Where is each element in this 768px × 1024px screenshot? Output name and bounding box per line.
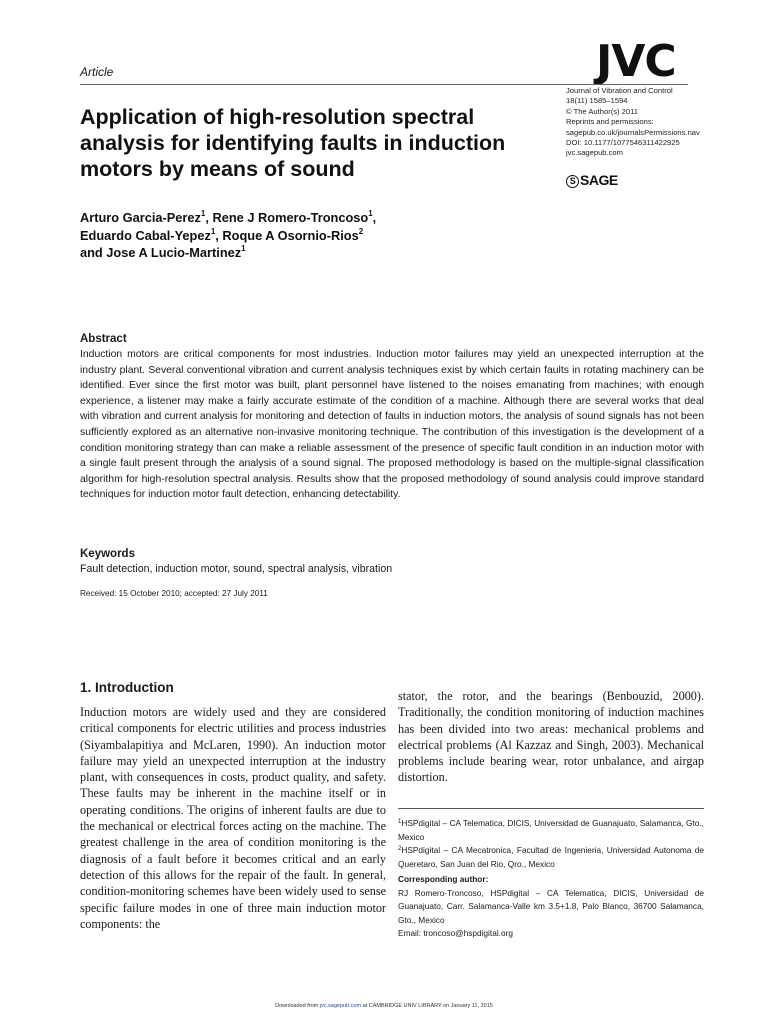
journal-volume: 18(11) 1585–1594 bbox=[566, 96, 628, 106]
affiliation-mark: 1 bbox=[368, 209, 373, 218]
affiliation-2: $^2$HSPdigital – CA Mecatronica, Facultad de Ingenieria, Universidad Autonoma de Queretaro, San Juan del Rio, Qro., Mexico bbox=[398, 845, 704, 869]
copyright: © The Author(s) 2011 bbox=[566, 106, 639, 116]
introduction-left-column: Induction motors are widely used and they are considered critical components for electric utilities and process industries (Siyambalapitiya and McLaren, 1990). An induction motor failure may yield an unexpected interruption at the industry plant, with consequences in costs, product quality, and safety. These faults may be inherent in the machine itself or in operating conditions. The origins of inherent faults are due to the mechanical or electrical forces acting on the machine. The greatest challenge in the area of condition monitoring is the diagnosis of a fault before it becomes critical and an early detection of this allows for the repair of the fault. In general, condition-monitoring schemes have been widely used to sense specific failure modes in one of three main induction motor components: the bbox=[80, 705, 386, 931]
author-name: Roque A Osornio-Rios bbox=[222, 227, 359, 243]
sage-mark-icon: S bbox=[566, 175, 579, 188]
permissions-link[interactable]: sagepub.co.uk/journalsPermissions.nav bbox=[566, 127, 700, 137]
introduction-right-column: stator, the rotor, and the bearings (Benbouzid, 2000). Traditionally, the condition monitoring of induction machines has been divided into two areas: mechanical problems and electrical problems (Al Kazzaz and Singh, 2003). Mechanical problems include bearing wear, rotor unbalance, and airgap distortion. bbox=[398, 689, 704, 785]
header-divider bbox=[80, 84, 688, 85]
corresponding-author-address: RJ Romero-Troncoso, HSPdigital – CA Telematica, DICIS, Universidad de Guanajuato, Carr. Salamanca-Valle km 3.5+1.8, Palo Blanco, 36700 Salamanca, Gto., Mexico bbox=[398, 887, 704, 925]
affiliation-mark: 1 bbox=[241, 244, 246, 253]
received-dates: Received: 15 October 2010; accepted: 27 July 2011 bbox=[80, 589, 268, 598]
author-list: Arturo Garcia-Perez$^1$, Rene J Romero-Troncoso$^1$, Eduardo Cabal-Yepez$^1$, Roque A Osornio-Rios$^2$ and Jose A Lucio-Martinez$^1$ bbox=[80, 209, 377, 260]
doi[interactable]: DOI: 10.1177/1077546311422925 bbox=[566, 138, 680, 148]
affiliation-mark: 1 bbox=[200, 209, 206, 218]
corresponding-author-email[interactable]: Email: troncoso@hspdigital.org bbox=[398, 928, 513, 938]
affiliation-mark: 2 bbox=[358, 226, 364, 236]
author-name: and Jose A Lucio-Martinez bbox=[80, 245, 242, 260]
keywords-heading: Keywords bbox=[80, 548, 135, 560]
section-heading-introduction: 1. Introduction bbox=[80, 680, 174, 695]
author-name: Eduardo Cabal-Yepez bbox=[80, 227, 211, 243]
footnotes bbox=[398, 817, 704, 941]
article-title: Application of high-resolution spectral analysis for identifying faults in induction motors by means of sound bbox=[80, 105, 506, 181]
journal-url[interactable]: jvc.sagepub.com bbox=[566, 148, 623, 158]
journal-logo: JVC bbox=[596, 36, 676, 87]
corresponding-author-heading: Corresponding author: bbox=[398, 874, 489, 884]
affiliation-1: $^1$HSPdigital – CA Telematica, DICIS, Universidad de Guanajuato, Salamanca, Gto., Mexico bbox=[398, 818, 704, 842]
journal-info bbox=[566, 86, 706, 159]
article-type-label: Article bbox=[80, 65, 114, 79]
publisher-name: SAGE bbox=[580, 172, 618, 188]
publisher-logo bbox=[566, 172, 618, 188]
abstract-heading: Abstract bbox=[80, 333, 127, 345]
author-name: Arturo Garcia-Perez bbox=[80, 210, 201, 225]
footnote-divider bbox=[398, 808, 704, 809]
abstract-body: Induction motors are critical components for most industries. Induction motor failures may yield an unexpected interruption at the industry plant. Several conventional vibration and current analysis techniques exist by which certain faults in rotating machinery can be identified. Ever since the first motor was built, plant personnel have listened to the noises emanating from machines; with enough experience, a listener may make a fairly accurate estimate of the condition of a machine. Although there are several works that deal with vibration and current analysis for monitoring and detection of faults in induction motors, the analysis of sound signals has not been sufficiently explored as an alternative non-invasive monitoring technique. The contribution of this investigation is the development of a condition monitoring strategy than can make a reliable assessment of the presence of specific fault condition in an induction motor with a single fault present through the analysis of a sound signal. The proposed methodology is based on the multiple-signal classification algorithm for high-resolution spectral analysis. Results show that the proposed methodology of sound analysis could improve standard techniques for induction motor fault detection, enhancing detectability. bbox=[80, 349, 704, 501]
journal-name: Journal of Vibration and Control bbox=[566, 86, 673, 95]
download-link[interactable]: jvc.sagepub.com bbox=[319, 1003, 362, 1009]
author-name: Rene J Romero-Troncoso bbox=[212, 210, 369, 225]
keywords-list: Fault detection, induction motor, sound, spectral analysis, vibration bbox=[80, 563, 393, 575]
affiliation-mark: 1 bbox=[210, 226, 216, 236]
reprints-label: Reprints and permissions: bbox=[566, 117, 654, 127]
download-notice: Downloaded from jvc.sagepub.com at CAMBRIDGE UNIV LIBRARY on January 11, 2015 bbox=[275, 1003, 493, 1009]
